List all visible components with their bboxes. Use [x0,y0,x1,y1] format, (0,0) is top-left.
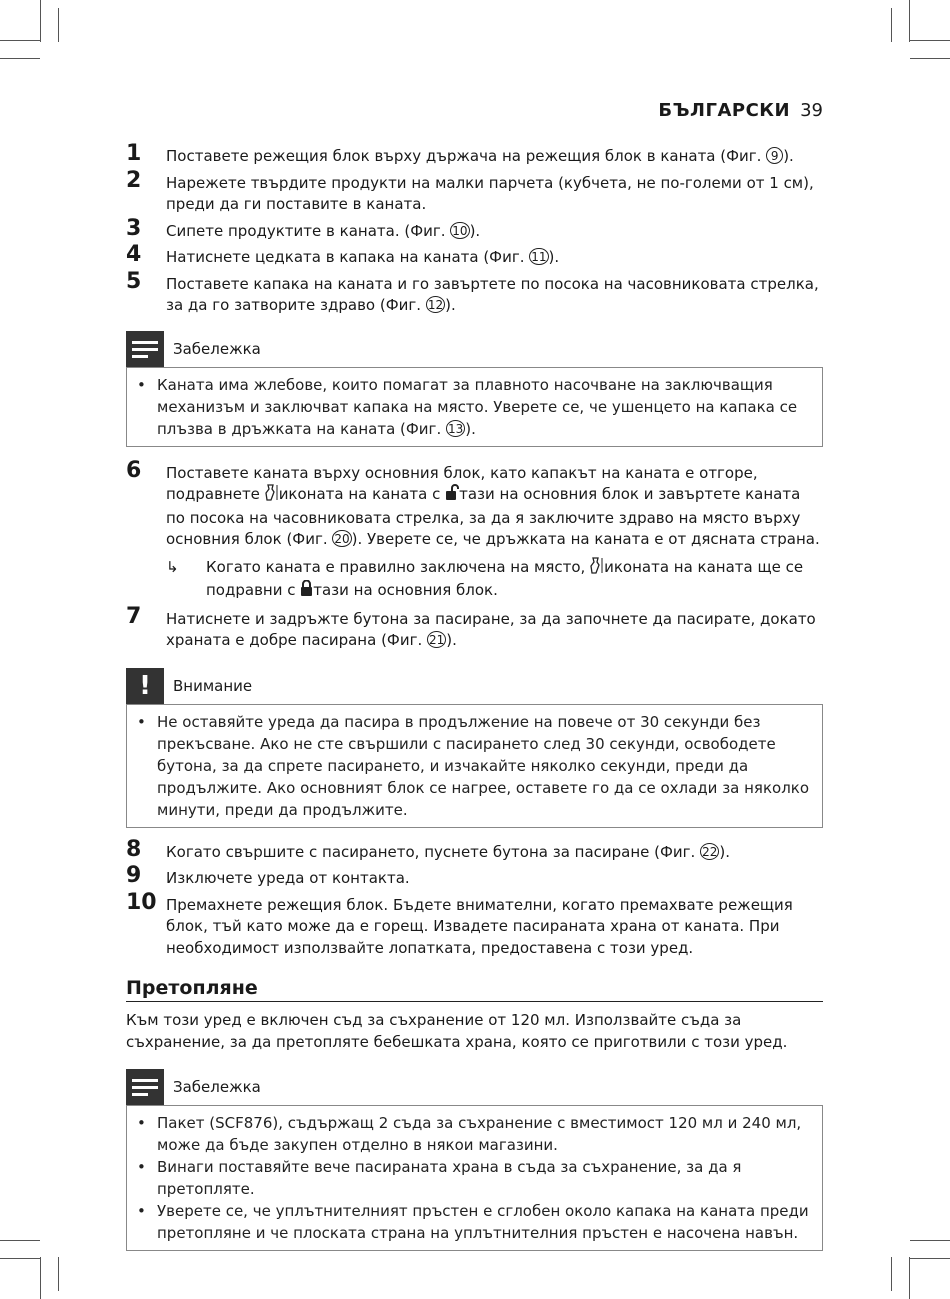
note-header [126,1069,823,1105]
crop-mark [910,40,950,41]
note-box [126,367,823,447]
note-item: • Уверете се, че уплътнителният пръстен е сглобен около капака на каната преди претопляне и че плоската страна на уплътнителния пръстен е насочена навън. [137,1200,812,1244]
crop-mark [0,1240,40,1241]
step-item [126,889,823,960]
figure-ref: 12 [427,298,444,312]
crop-mark [909,1257,910,1299]
figure-ref: 22 [702,844,718,859]
crop-mark [40,0,41,42]
result-item [166,557,823,604]
lock-icon [300,580,313,604]
crop-mark [891,8,892,42]
step-text-end: ). Уверете се, че дръжката на каната е от дясната страна. [351,530,820,548]
step-text: тази на основния блок и завъртете каната по посока на часовниковата стрелка, за да я заключите здраво на място върху основния блок (Фиг. [166,485,801,548]
step-text: Поставете капака на каната и го завъртете по посока на часовниковата стрелка, за да го затворите здраво (Фиг. [166,274,819,314]
crop-mark [0,40,40,41]
step-text: Сипете продуктите в каната. (Фиг. [166,221,451,240]
note-label: Забележка [173,339,261,358]
caution-label: Внимание [173,676,253,695]
note-header [126,331,823,367]
step-text: иконата на каната с [278,485,446,503]
figure-ref: 21 [429,633,445,647]
step-text-end: ). [719,842,731,861]
note-item [137,374,812,440]
step-item [126,167,823,216]
crop-mark [910,1240,950,1241]
figure-ref: 9 [766,147,783,164]
note-label: Забележка [173,1078,261,1096]
crop-mark [58,1257,59,1291]
note-item: • Пакет (SCF876), съдържащ 2 съда за съхранение с вместимост 120 мл и 240 мл, може да бъде закупен отделно в някои магазини. [137,1112,812,1156]
figure-ref: 10 [452,223,468,238]
step-text-end: ). [783,147,794,165]
exclamation-glyph: ! [139,670,151,701]
note-lines-icon [126,1069,164,1105]
jar-icon [265,484,279,508]
step-number: 3 [126,215,142,241]
step-text: Поставете каната върху основния блок, като капакът на каната е отгоре, подравнете [166,463,758,503]
language-title: БЪЛГАРСКИ [658,100,791,121]
step-text: Поставете режещия блок върху държача на режещия блок в каната (Фиг. [166,147,767,165]
steps-list [126,836,823,960]
result-text: Когато каната е правилно заключена на място, [206,557,591,576]
crop-mark [909,0,910,42]
steps-list [126,141,823,317]
crop-mark [58,8,59,42]
step-text: Премахнете режещия блок. Бъдете внимателни, когато премахвате режещия блок, тъй като може да е горещ. Извадете пасираната храна от каната. При необходимост използвайте лопатката, предоставена с този уред. [166,895,793,957]
step-number: 10 [126,889,157,915]
crop-mark [910,58,950,59]
step-text-end: ). [548,248,560,266]
step-number: 7 [126,603,142,629]
step-text: Когато свършите с пасирането, пуснете бутона за пасиране (Фиг. [166,842,701,861]
page-header [658,100,823,121]
section-paragraph: Към този уред е включен съд за съхранение от 120 мл. Използвайте съда за съхранение, за да претопляте бебешката храна, която се приготвили с този уред. [126,1011,788,1051]
step-item [126,836,823,864]
step-number: 4 [126,242,142,267]
step-item [126,215,823,243]
step-item [126,863,823,890]
caution-header [126,668,823,704]
figure-ref: 20 [334,532,350,546]
crop-mark [0,58,40,59]
step-item [126,603,823,652]
step-text-end: ). [445,296,456,314]
note-text: Каната има жлебове, които помагат за плавното насочване на заключващия механизъм и заключват капака на място. Уверете се, че ушенцето на капака се плъзва в дръжката на каната (Фиг. [157,375,798,438]
note-lines-icon [126,331,164,367]
step-item [126,242,823,269]
step-text: Изключете уреда от контакта. [166,869,410,887]
page-content [126,141,823,1251]
step-item [126,268,823,317]
result-text: тази на основния блок. [313,581,498,599]
step-number: 8 [126,836,142,862]
crop-mark [40,1257,41,1299]
caution-box [126,704,823,828]
result-text: иконата на каната ще се подравни с [206,557,804,599]
result-arrow-icon: ↳ [166,557,179,576]
jar-icon [590,557,604,581]
unlock-icon [445,484,459,508]
caution-item: • Не оставяйте уреда да пасира в продължение на повече от 30 секунди без прекъсване. Ако не сте свършили с пасирането след 30 секунди, освободете бутона, за да спрете пасирането, и изчакайте няколко секунди, преди да продължите. Ако основният блок се нагрее, оставете го да се охлади за няколко минути, преди да продължите. [137,711,812,821]
step-text: Нарежете твърдите продукти на малки парчета (кубчета, не по-големи от 1 см), преди да ги поставите в каната. [166,173,814,213]
crop-mark [891,1257,892,1291]
page-number: 39 [800,100,823,121]
crop-mark [0,1258,40,1259]
section-heading: Претопляне [126,977,823,1002]
figure-ref: 13 [447,421,464,436]
step-text-end: ). [469,221,481,240]
step-text: Натиснете и задръжте бутона за пасиране, за да започнете да пасирате, докато храната е добре пасирана (Фиг. [166,609,816,649]
figure-ref: 11 [531,250,547,264]
note-box [126,1105,823,1251]
note-item: • Винаги поставяйте вече пасираната храна в съда за съхранение, за да я претопляте. [137,1156,812,1200]
step-number: 6 [126,457,142,483]
step-text: Натиснете цедката в капака на каната (Фиг. [166,248,530,266]
step-item [126,457,823,551]
step-text-end: ). [446,631,457,649]
step-number: 5 [126,268,142,294]
note-text-end: ). [465,419,476,438]
step-item [126,141,823,168]
step-number: 2 [126,167,142,193]
exclamation-icon [126,668,164,704]
step-number: 1 [126,141,142,166]
step-number: 9 [126,863,142,888]
crop-mark [910,1258,950,1259]
